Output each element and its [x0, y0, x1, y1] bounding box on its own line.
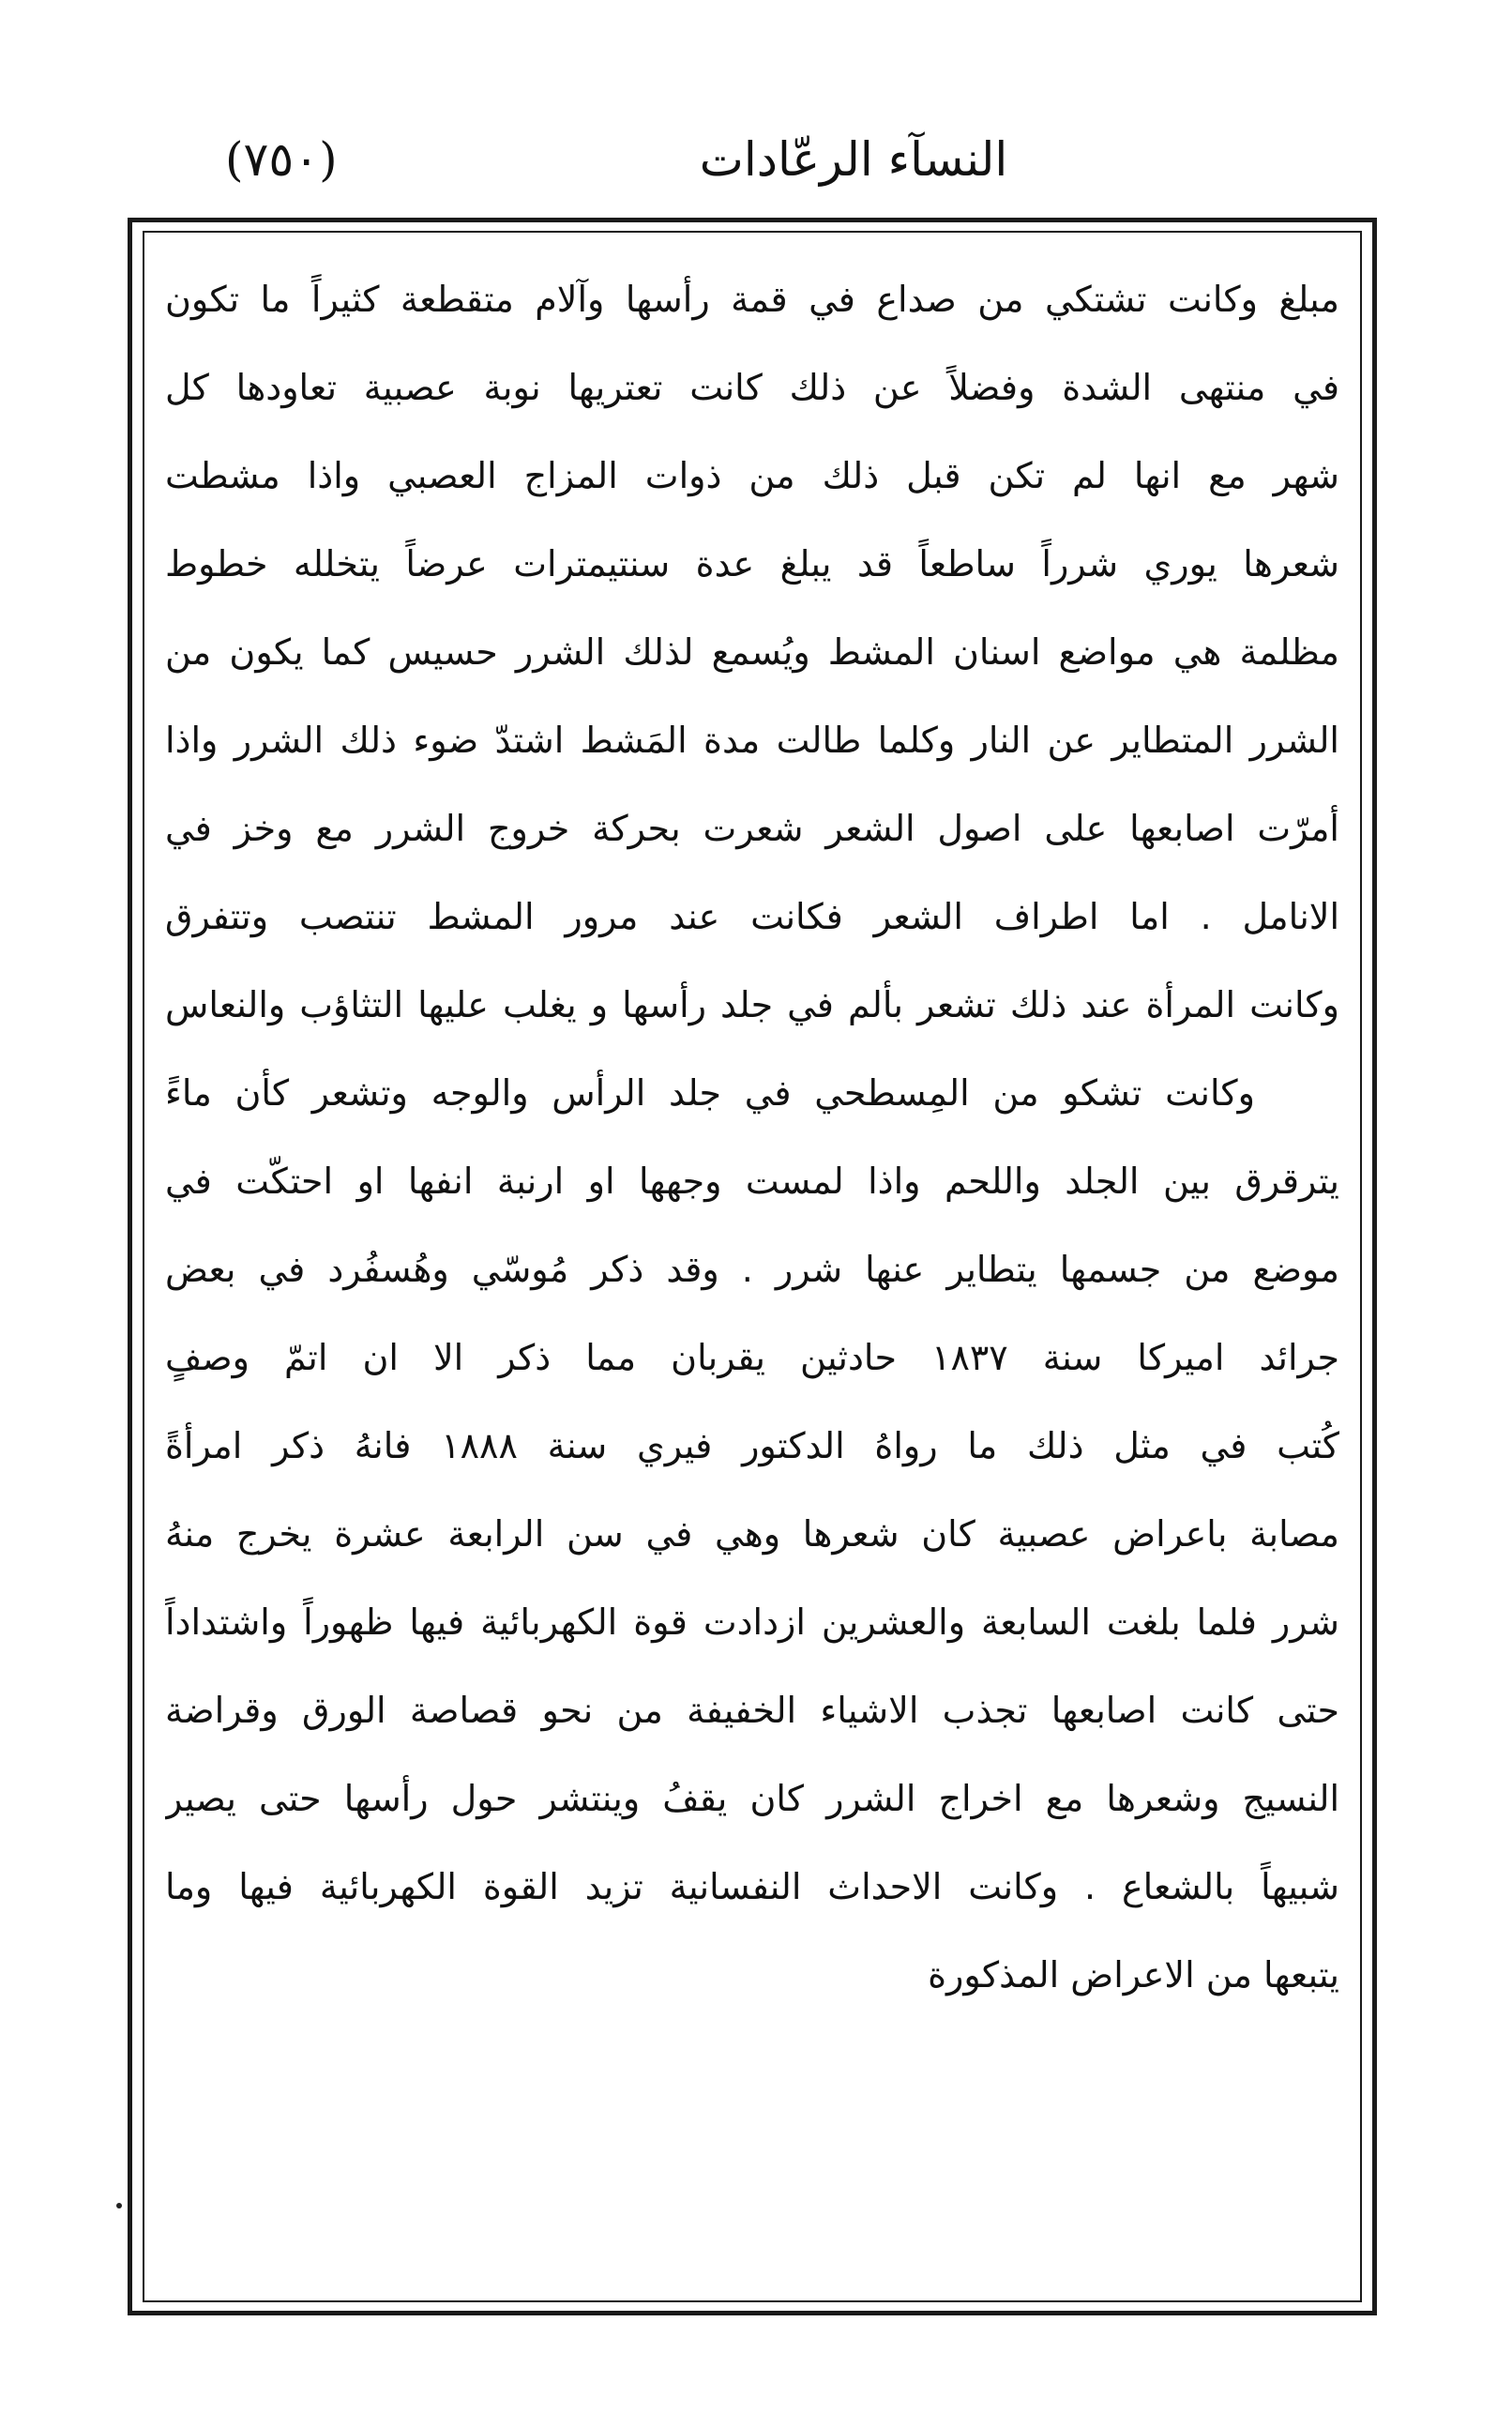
text-line: وكانت تشكو من المِسطحي في جلد الرأس والوجه وتشعر كأن ماءً: [165, 1072, 1255, 1114]
text-line: أمرّت اصابعها على اصول الشعر شعرت بحركة خروج الشرر مع وخز في: [165, 808, 1339, 849]
text-line: شهر مع انها لم تكن قبل ذلك من ذوات المزاج العصبي واذا مشطت: [165, 455, 1339, 496]
text-line: مظلمة هي مواضع اسنان المشط ويُسمع لذلك الشرر حسيس كما يكون من: [165, 631, 1339, 673]
text-line: مبلغ وكانت تشتكي من صداع في قمة رأسها وآلام متقطعة كثيراً ما تكون: [165, 279, 1339, 320]
page-number: (٧٥٠): [225, 132, 338, 187]
running-title: النسآء الرعّادات: [699, 132, 1008, 187]
text-line: يتبعها من الاعراض المذكورة: [928, 1954, 1339, 1996]
page-header: [131, 122, 1369, 197]
text-line: كُتب في مثل ذلك ما رواهُ الدكتور فيري سنة ١٨٨٨ فانهُ ذكر امرأةً: [165, 1425, 1339, 1466]
text-line: الشرر المتطاير عن النار وكلما طالت مدة المَشط اشتدّ ضوء ذلك الشرر واذا: [165, 720, 1339, 761]
text-line: شعرها يوري شرراً ساطعاً قد يبلغ عدة سنتيمترات عرضاً يتخلله خطوط: [165, 543, 1339, 584]
text-line: يترقرق بين الجلد واللحم واذا لمست وجهها او ارنبة انفها او احتكّت في: [165, 1161, 1339, 1202]
text-line: الانامل . اما اطراف الشعر فكانت عند مرور المشط تنتصب وتتفرق: [165, 896, 1339, 937]
text-line: شرر فلما بلغت السابعة والعشرين ازدادت قوة الكهربائية فيها ظهوراً واشتداداً: [165, 1601, 1339, 1643]
text-line: مصابة باعراض عصبية كان شعرها وهي في سن الرابعة عشرة يخرج منهُ: [165, 1513, 1339, 1555]
text-line: موضع من جسمها يتطاير عنها شرر . وقد ذكر مُوسّي وهُسفُرد في بعض: [165, 1249, 1339, 1290]
text-line: جرائد اميركا سنة ١٨٣٧ حادثين يقربان مما ذكر الا ان اتمّ وصفٍ: [165, 1337, 1339, 1378]
text-line: في منتهى الشدة وفضلاً عن ذلك كانت تعتريها نوبة عصبية تعاودها كل: [165, 367, 1339, 408]
body-text: [165, 255, 1339, 2019]
text-line: حتى كانت اصابعها تجذب الاشياء الخفيفة من نحو قصاصة الورق وقراضة: [165, 1690, 1339, 1731]
text-line: النسيج وشعرها مع اخراج الشرر كان يقفُ وينتشر حول رأسها حتى يصير: [165, 1778, 1339, 1819]
text-line: شبيهاً بالشعاع . وكانت الاحداث النفسانية تزيد القوة الكهربائية فيها وما: [165, 1866, 1339, 1907]
margin-dot: [116, 2203, 122, 2208]
text-line: وكانت المرأة عند ذلك تشعر بألم في جلد رأسها و يغلب عليها التثاؤب والنعاس: [165, 984, 1339, 1025]
